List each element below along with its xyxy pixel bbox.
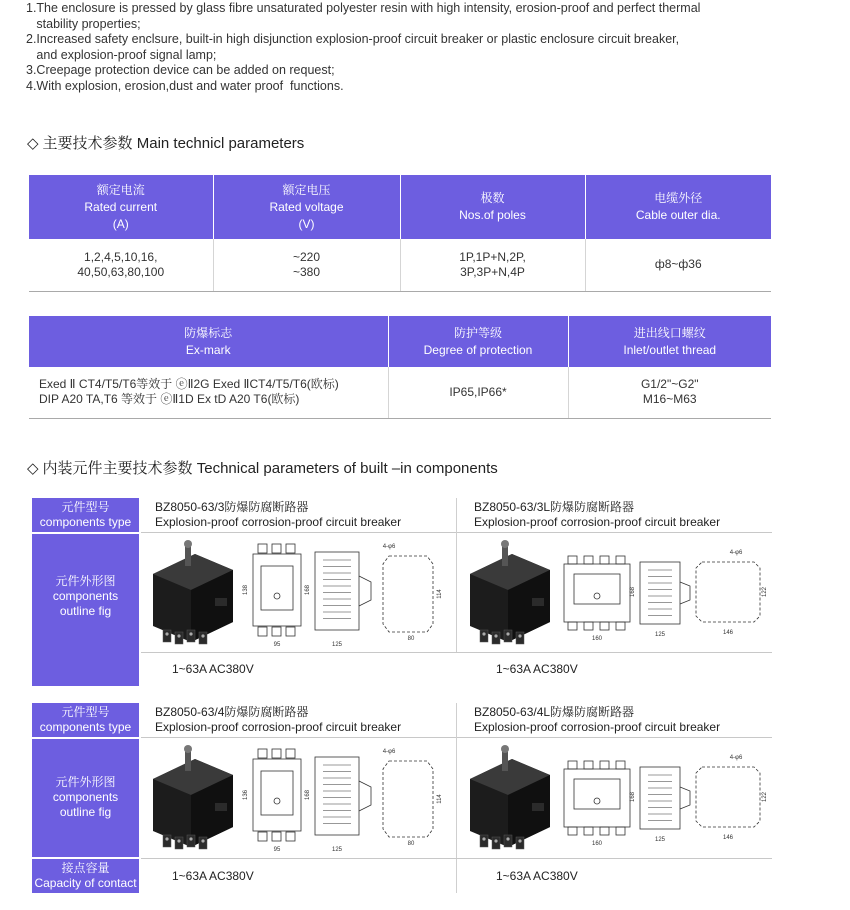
terminal-bottom — [616, 827, 625, 835]
terminal-bottom — [584, 622, 593, 630]
terminal-screw-icon — [506, 837, 509, 840]
terminal-bottom — [286, 627, 295, 636]
dimension-label: 160 — [591, 636, 603, 642]
side-view-handle — [680, 787, 690, 809]
terminal-screw-icon — [518, 634, 521, 637]
terminal-top — [286, 544, 295, 553]
shaft-knob-icon — [184, 540, 192, 548]
terminal-screw-icon — [177, 634, 180, 637]
dimension-label: 95 — [273, 642, 281, 648]
cell-ex-mark: Exed Ⅱ CT4/T5/T6等效于 ⓔⅡ2G Exed ⅡCT4/T5/T6(欧标) DIP A20 TA,T6 等效于 ⓔⅡ1D Ex tD A20 T6(欧标) — [29, 367, 388, 418]
mounting-view-outline — [383, 761, 433, 837]
terminal-bottom — [600, 827, 609, 835]
intro-line: 1.The enclosure is pressed by glass fibre unsaturated polyester resin with high intensity, erosion-proof and perfect thermal — [26, 1, 701, 15]
cable-gland — [532, 598, 544, 606]
terminal-bottom — [286, 832, 295, 841]
cell-cable-dia: ф8~ф36 — [585, 239, 771, 291]
terminal-bottom — [616, 622, 625, 630]
front-view-outline — [253, 759, 301, 831]
dimension-label: 168 — [305, 789, 311, 801]
component-model-left: BZ8050-63/4防爆防腐断路器 Explosion-proof corrosion-proof circuit breaker — [155, 705, 402, 734]
front-view-panel — [261, 771, 293, 815]
dimension-label: 146 — [722, 630, 734, 636]
breaker-figure — [145, 536, 447, 654]
terminal-top — [272, 749, 281, 758]
terminal-top — [568, 556, 577, 564]
intro-line: 2.Increased safety enclsure, built-in high disjunction explosion-proof circuit breaker or plastic enclosure circuit breaker, — [26, 32, 680, 47]
side-view-outline — [640, 767, 680, 829]
terminal-bottom — [600, 622, 609, 630]
cable-gland — [215, 598, 227, 606]
components-outline-label: 元件外形图 components outline fig — [32, 534, 139, 686]
terminal-screw-icon — [482, 632, 485, 635]
terminal-screw-icon — [177, 839, 180, 842]
section-title-en: Main technicl parameters — [136, 135, 305, 152]
dimension-label: 80 — [407, 841, 415, 847]
front-view-handle-icon — [594, 798, 600, 804]
mounting-view-outline — [383, 556, 433, 632]
component-rating-left: 1~63A AC380V — [172, 869, 254, 883]
terminal-top — [258, 544, 267, 553]
header-ex-mark: 防爆标志 Ex-mark — [29, 316, 388, 367]
terminal-screw-icon — [165, 837, 168, 840]
terminal-block — [516, 837, 524, 849]
dimension-label: 168 — [630, 586, 636, 598]
terminal-screw-icon — [494, 634, 497, 637]
front-view-panel — [261, 566, 293, 610]
shaft-knob-icon — [501, 540, 509, 548]
terminal-bottom — [568, 622, 577, 630]
breaker-figure — [145, 741, 447, 857]
intro-line: and explosion-proof signal lamp; — [26, 47, 217, 62]
section-title-zh: 主要技术参数 — [42, 135, 133, 152]
dimension-label: 168 — [305, 584, 311, 596]
terminal-top — [616, 761, 625, 769]
dimension-label: 122 — [762, 791, 768, 803]
header-rated-voltage: 额定电压 Rated voltage (V) — [213, 175, 400, 239]
dimension-label: 146 — [722, 835, 734, 841]
dimension-label: 4-φ6 — [382, 749, 396, 755]
terminal-top — [616, 556, 625, 564]
dimension-label: 4-φ6 — [382, 544, 396, 550]
terminal-block — [492, 632, 500, 644]
side-view-outline — [640, 562, 680, 624]
terminal-block — [492, 837, 500, 849]
terminal-bottom — [584, 827, 593, 835]
section-title-main-parameters — [27, 132, 304, 153]
side-view-handle — [680, 582, 690, 604]
breaker-figure — [462, 741, 772, 857]
dimension-label: 168 — [630, 791, 636, 803]
cell-protection: IP65,IP66* — [388, 367, 568, 418]
dimension-label: 122 — [762, 586, 768, 598]
terminal-screw-icon — [201, 634, 204, 637]
component-model-left: BZ8050-63/3防爆防腐断路器 Explosion-proof corrosion-proof circuit breaker — [155, 500, 402, 529]
dimension-label: 4-φ6 — [729, 550, 743, 556]
section-title-built-in-components — [27, 457, 498, 478]
front-view-handle-icon — [274, 798, 280, 804]
breaker-figure — [462, 536, 772, 654]
front-view-handle-icon — [274, 593, 280, 599]
terminal-block — [199, 837, 207, 849]
dimension-label: 125 — [654, 632, 666, 638]
shaft-knob-icon — [501, 745, 509, 753]
component-rating-right: 1~63A AC380V — [496, 662, 578, 676]
terminal-top — [584, 761, 593, 769]
mounting-view-outline — [696, 562, 760, 622]
terminal-block — [480, 835, 488, 847]
intro-line: stability properties; — [26, 16, 141, 31]
component-model-right: BZ8050-63/3L防爆防腐断路器 Explosion-proof corrosion-proof circuit breaker — [474, 500, 721, 529]
ex-mark-table — [29, 316, 771, 419]
terminal-block — [199, 632, 207, 644]
dimension-label: 136 — [243, 789, 249, 801]
diamond-bullet-icon: ◇ — [27, 460, 39, 477]
section-title-zh: 内装元件主要技术参数 — [42, 460, 193, 477]
header-poles: 极数 Nos.of poles — [400, 175, 585, 239]
main-parameters-table — [29, 175, 771, 292]
dimension-label: 80 — [407, 636, 415, 642]
terminal-top — [584, 556, 593, 564]
dimension-label: 160 — [591, 841, 603, 847]
terminal-bottom — [258, 832, 267, 841]
capacity-label: 接点容量 Capacity of contact — [32, 859, 139, 893]
side-view-handle — [359, 576, 371, 606]
dimension-label: 125 — [331, 642, 343, 648]
dimension-label: 114 — [437, 589, 443, 599]
terminal-block — [175, 837, 183, 849]
cable-gland — [532, 803, 544, 811]
cell-poles: 1P,1P+N,2P, 3P,3P+N,4P — [400, 239, 585, 291]
terminal-block — [175, 632, 183, 644]
mounting-view-outline — [696, 767, 760, 827]
header-cable-dia: 电缆外径 Cable outer dia. — [585, 175, 771, 239]
terminal-top — [258, 749, 267, 758]
terminal-block — [187, 835, 195, 847]
terminal-block — [516, 632, 524, 644]
terminal-top — [600, 761, 609, 769]
terminal-screw-icon — [201, 839, 204, 842]
cell-rated-voltage: ~220 ~380 — [213, 239, 400, 291]
front-view-panel — [574, 779, 620, 809]
header-rated-current: 额定电流 Rated current (A) — [29, 175, 213, 239]
terminal-top — [272, 544, 281, 553]
terminal-block — [163, 630, 171, 642]
terminal-screw-icon — [482, 837, 485, 840]
front-view-handle-icon — [594, 593, 600, 599]
front-view-panel — [574, 574, 620, 604]
header-protection: 防护等级 Degree of protection — [388, 316, 568, 367]
terminal-block — [504, 835, 512, 847]
terminal-screw-icon — [189, 632, 192, 635]
diamond-bullet-icon: ◇ — [27, 135, 39, 152]
dimension-label: 114 — [437, 794, 443, 804]
table-header-row — [29, 316, 771, 367]
terminal-bottom — [568, 827, 577, 835]
terminal-block — [163, 835, 171, 847]
terminal-screw-icon — [506, 632, 509, 635]
terminal-block — [504, 630, 512, 642]
dimension-label: 125 — [654, 837, 666, 843]
terminal-screw-icon — [189, 837, 192, 840]
shaft-knob-icon — [184, 745, 192, 753]
component-model-right: BZ8050-63/4L防爆防腐断路器 Explosion-proof corrosion-proof circuit breaker — [474, 705, 721, 734]
intro-line: 3.Creepage protection device can be added on request; — [26, 63, 335, 78]
component-rating-left: 1~63A AC380V — [172, 662, 254, 676]
cell-rated-current: 1,2,4,5,10,16, 40,50,63,80,100 — [29, 239, 213, 291]
terminal-block — [187, 630, 195, 642]
dimension-label: 95 — [273, 847, 281, 853]
intro-line: 4.With explosion, erosion,dust and water proof functions. — [26, 78, 344, 93]
section-title-en: Technical parameters of built –in components — [196, 460, 498, 477]
terminal-bottom — [272, 627, 281, 636]
terminal-screw-icon — [518, 839, 521, 842]
dimension-label: 4-φ6 — [729, 755, 743, 761]
cell-thread: G1/2"~G2" M16~M63 — [568, 367, 771, 418]
front-view-outline — [253, 554, 301, 626]
components-type-label: 元件型号 components type — [32, 703, 139, 737]
intro-text — [26, 1, 826, 95]
side-view-handle — [359, 781, 371, 811]
components-type-label: 元件型号 components type — [32, 498, 139, 532]
dimension-label: 125 — [331, 847, 343, 853]
components-outline-label: 元件外形图 components outline fig — [32, 739, 139, 857]
terminal-top — [568, 761, 577, 769]
terminal-bottom — [272, 832, 281, 841]
terminal-top — [600, 556, 609, 564]
terminal-block — [480, 630, 488, 642]
terminal-bottom — [258, 627, 267, 636]
terminal-top — [286, 749, 295, 758]
header-thread: 进出线口螺纹 Inlet/outlet thread — [568, 316, 771, 367]
terminal-screw-icon — [165, 632, 168, 635]
cable-gland — [215, 803, 227, 811]
table-row — [29, 239, 771, 291]
dimension-label: 138 — [243, 584, 249, 596]
component-rating-right: 1~63A AC380V — [496, 869, 578, 883]
terminal-screw-icon — [494, 839, 497, 842]
table-row — [29, 367, 771, 418]
table-header-row — [29, 175, 771, 239]
